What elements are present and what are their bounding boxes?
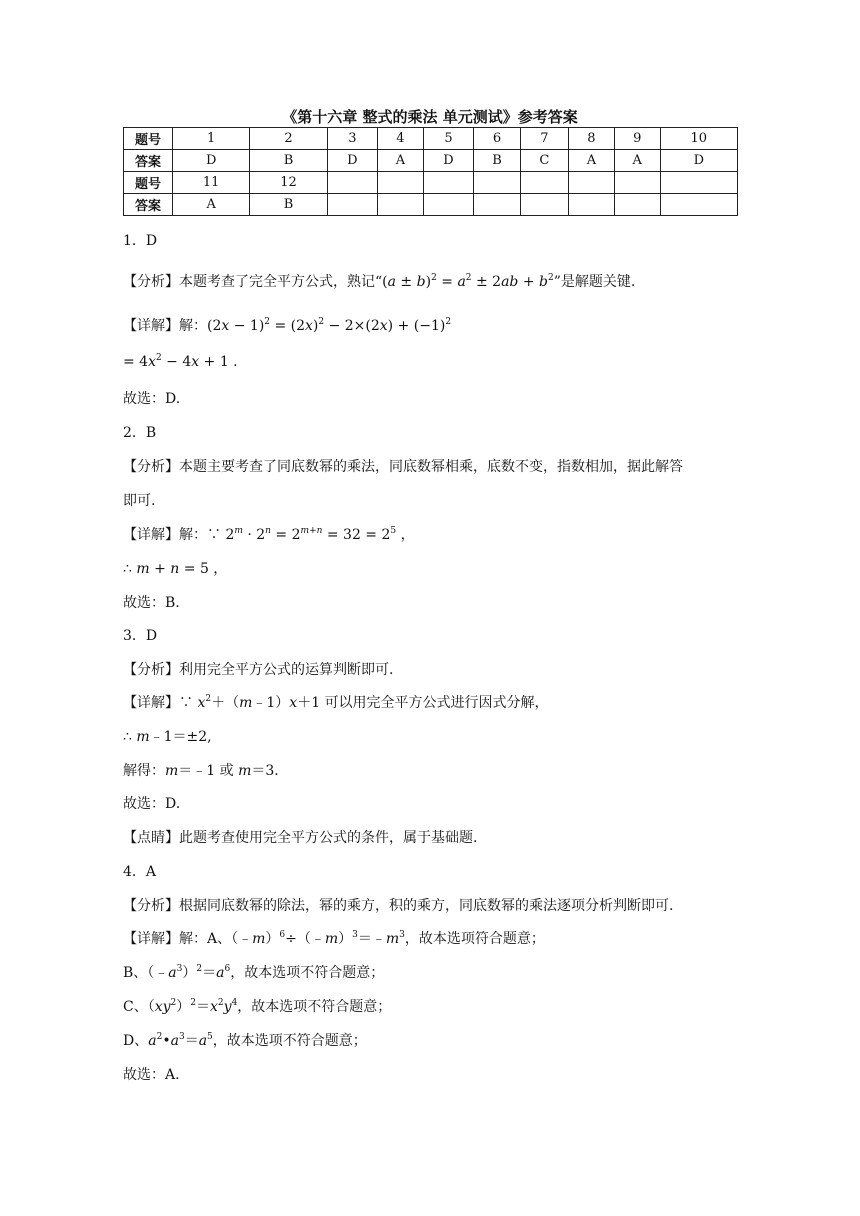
table-cell: [660, 194, 737, 216]
q4-option-d: D、$a^2•a^3=a^5$，故本选项不符合题意；: [123, 1032, 367, 1049]
table-cell: A: [569, 150, 615, 172]
q2-choice: 故选：B.: [123, 595, 180, 611]
table-cell: C: [520, 150, 568, 172]
table-cell: [378, 172, 424, 194]
page-title: 《第十六章 整式的乘法 单元测试》参考答案: [282, 108, 578, 126]
row-label: 答案: [124, 150, 173, 172]
table-cell: 10: [660, 128, 737, 150]
table-cell: A: [378, 150, 424, 172]
q2-detail: 【详解】解：∵ $2^m \cdot 2^n = 2^{m+n} = 32 = 2^5$ ，: [123, 526, 415, 543]
table-cell: [423, 194, 473, 216]
q2-therefore: ∴ m + n = 5 ，: [123, 561, 228, 577]
table-cell: [569, 194, 615, 216]
row-label: 题号: [124, 172, 173, 194]
table-cell: [520, 172, 568, 194]
formula: $(a \pm b)^2 = a^2 \pm 2ab + b^2$: [382, 273, 554, 290]
q4-option-b: B、$(﹣a^3)^2=a^6$，故本选项不符合题意；: [123, 964, 385, 981]
row-label: 题号: [124, 128, 173, 150]
table-cell: D: [327, 150, 377, 172]
table-cell: [569, 172, 615, 194]
q4-choice: 故选：A.: [123, 1067, 180, 1083]
table-cell: 8: [569, 128, 615, 150]
formula: ∵ $2^m \cdot 2^n = 2^{m+n} = 32 = 2^5$ ，: [207, 526, 415, 543]
table-cell: 11: [173, 172, 250, 194]
formula: $(2x - 1)^2 = (2x)^2 - 2\times(2x) + (-1)^2$: [207, 317, 452, 334]
table-cell: 5: [423, 128, 473, 150]
table-cell: 9: [614, 128, 660, 150]
row-label: 答案: [124, 194, 173, 216]
table-row: [124, 194, 738, 216]
q1-analysis: 【分析】本题考查了完全平方公式，熟记“$(a \pm b)^2 = a^2 \pm 2ab + b^2$”是解题关键.: [123, 273, 636, 290]
q2-heading: 2．B: [123, 425, 157, 441]
table-cell: A: [614, 150, 660, 172]
q2-analysis-line1: 【分析】本题主要考查了同底数幂的乘法，同底数幂相乘，底数不变，指数相加，据此解答: [123, 459, 683, 475]
table-cell: D: [173, 150, 250, 172]
answer-table: [123, 127, 738, 216]
q3-solve: 解得：m＝﹣1 或 m＝3.: [123, 763, 279, 779]
q4-option-a: 【详解】解：A、$(﹣m)^6\div(﹣m)^3=﹣m^3$，故本选项符合题意；: [123, 930, 545, 947]
q3-analysis: 【分析】利用完全平方公式的运算判断即可.: [123, 662, 394, 678]
q4-heading: 4．A: [123, 864, 157, 880]
table-cell: 4: [378, 128, 424, 150]
q3-therefore: ∴ m﹣1＝±2,: [123, 729, 212, 745]
table-cell: 6: [474, 128, 521, 150]
table-cell: [378, 194, 424, 216]
q1-heading: 1．D: [123, 233, 158, 249]
table-cell: [660, 172, 737, 194]
table-cell: 7: [520, 128, 568, 150]
formula: ∵ $x^2+(m﹣1)x+1$: [179, 694, 325, 711]
table-cell: [474, 172, 521, 194]
table-cell: [614, 194, 660, 216]
q4-option-c: C、$(xy^2)^2=x^2y^4$，故本选项不符合题意；: [123, 998, 392, 1015]
table-cell: D: [660, 150, 737, 172]
table-row: [124, 150, 738, 172]
q2-analysis-line2: 即可.: [123, 493, 156, 509]
q4-analysis: 【分析】根据同底数幂的除法，幂的乘方，积的乘方，同底数幂的乘法逐项分析判断即可.: [123, 898, 674, 914]
table-cell: 2: [250, 128, 327, 150]
q3-heading: 3．D: [123, 628, 158, 644]
table-cell: B: [250, 194, 327, 216]
table-cell: 3: [327, 128, 377, 150]
table-cell: D: [423, 150, 473, 172]
q3-detail: 【详解】∵ $x^2+(m﹣1)x+1$ 可以用完全平方公式进行因式分解，: [123, 694, 549, 711]
q3-comment: 【点睛】此题考查使用完全平方公式的条件，属于基础题.: [123, 830, 478, 846]
table-cell: B: [474, 150, 521, 172]
table-cell: [474, 194, 521, 216]
table-cell: 1: [173, 128, 250, 150]
q1-detail: 【详解】解：$(2x - 1)^2 = (2x)^2 - 2\times(2x) + (-1)^2$: [123, 317, 452, 334]
table-cell: [423, 172, 473, 194]
table-cell: B: [250, 150, 327, 172]
table-cell: [520, 194, 568, 216]
table-cell: A: [173, 194, 250, 216]
table-row: [124, 172, 738, 194]
table-cell: [327, 172, 377, 194]
q3-choice: 故选：D.: [123, 796, 181, 812]
table-cell: [614, 172, 660, 194]
table-row: [124, 128, 738, 150]
table-cell: 12: [250, 172, 327, 194]
q1-detail-result: = $4x^2 - 4x + 1$ .: [123, 353, 238, 370]
q1-choice: 故选：D.: [123, 391, 181, 407]
table-cell: [327, 194, 377, 216]
